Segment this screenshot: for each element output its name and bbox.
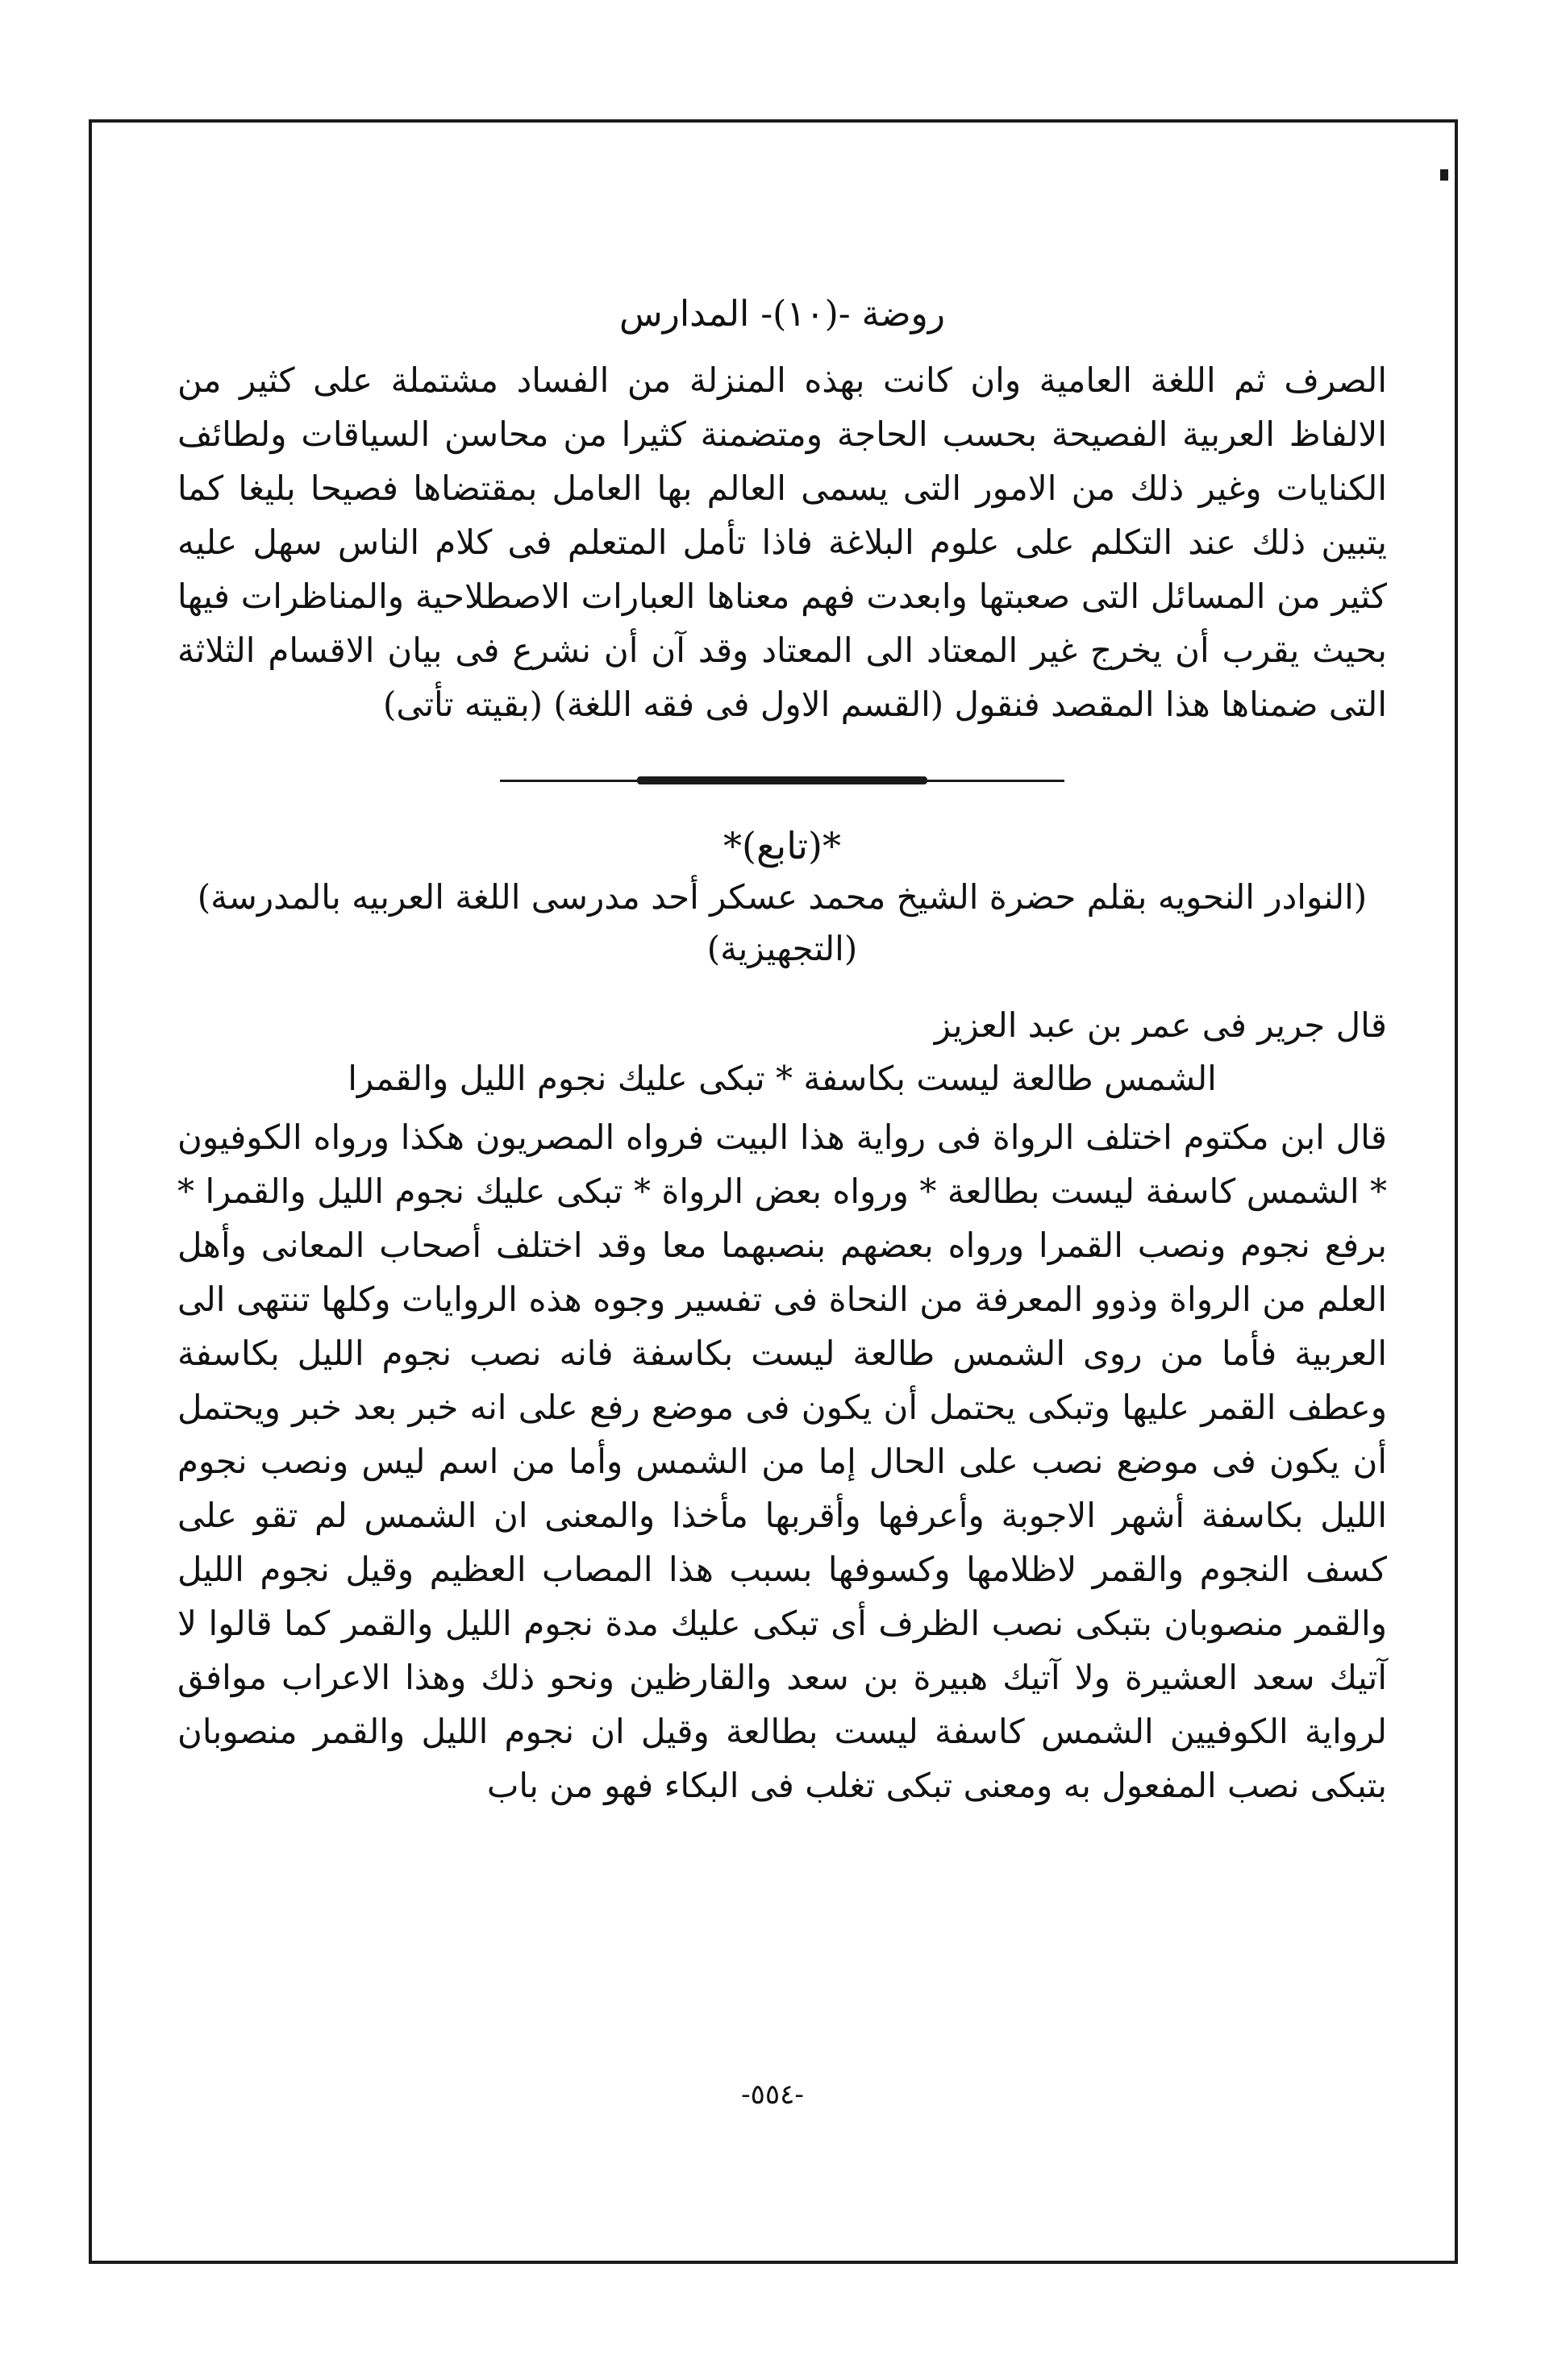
running-header: روضة -(١٠)- المدارس <box>618 293 946 335</box>
section-title: *(تابع)* <box>723 824 841 868</box>
poem-verse: الشمس طالعة ليست بكاسفة * تبكى عليك نجوم الليل والقمرا <box>348 1059 1217 1098</box>
section-divider <box>500 775 1064 786</box>
corner-mark <box>1440 169 1448 181</box>
commentary-paragraph: قال ابن مكتوم اختلف الرواة فى رواية هذا البيت فرواه المصريون هكذا ورواه الكوفيون * الشمس كاسفة ليست بطالعة * ورواه بعض الرواة * تبكى عليك نجوم الليل والقمرا * برفع نجوم ونصب القمرا ورواه بعضهم بنصبهما معا وقد اختلف أصحاب المعانى وأهل العلم من الرواة وذوو المعرفة من النحاة فى تفسير وجوه هذه الروايات وكلها تنتهى الى العربية فأما من روى الشمس طالعة ليست بكاسفة فانه نصب نجوم الليل بكاسفة وعطف القمر عليها وتبكى يحتمل أن يكون فى موضع رفع على انه خبر بعد خبر ويحتمل أن يكون فى موضع نصب على الحال إما من الشمس وأما من اسم ليس ونصب نجوم الليل بكاسفة أشهر الاجوبة وأعرفها وأقربها مأخذا والمعنى ان الشمس لم تقو على كسف النجوم والقمر لاظلامها وكسوفها بسبب هذا المصاب العظيم وقيل نجوم الليل والقمر منصوبان بتبكى نصب الظرف أى تبكى عليك مدة نجوم الليل والقمر كما قالوا لا آتيك سعد العشيرة ولا آتيك هبيرة بن سعد والقارظين ونحو ذلك وهذا الاعراب موافق لرواية الكوفيين الشمس كاسفة ليست بطالعة وقيل ان نجوم الليل والقمر منصوبان بتبكى نصب المفعول به ومعنى تبكى تغلب فى البكاء فهو من باب <box>177 1117 1387 1805</box>
paragraph-continued: الصرف ثم اللغة العامية وان كانت بهذه المنزلة من الفساد مشتملة على كثير من الالفاظ العربية الفصيحة بحسب الحاجة ومتضمنة كثيرا من محاسن السياقات ولطائف الكنايات وغير ذلك من الامور التى يسمى العالم بها العامل بمقتضاها فصيحا بليغا كما يتبين ذلك عند التكلم على علوم البلاغة فاذا تأمل المتعلم فى كلام الناس سهل عليه كثير من المسائل التى صعبتها وابعدت فهم معناها العبارات الاصطلاحية والمناظرات فيها بحيث يقرب أن يخرج غير المعتاد الى المعتاد وقد آن أن نشرع فى بيان الاقسام الثلاثة التى ضمناها هذا المقصد فنقول (القسم الاول فى فقه اللغة) (بقيته تأتى) <box>177 360 1387 724</box>
page-content <box>177 290 1387 1812</box>
article-byline: (النوادر النحويه بقلم حضرة الشيخ محمد عسكر أحد مدرسى اللغة العربيه بالمدرسة) (التجهيزية) <box>197 877 1368 968</box>
page-number: -٥٥٤- <box>741 2078 804 2111</box>
verse-introduction: قال جرير فى عمر بن عبد العزيز <box>934 1005 1387 1045</box>
divider-ornament <box>637 776 927 784</box>
